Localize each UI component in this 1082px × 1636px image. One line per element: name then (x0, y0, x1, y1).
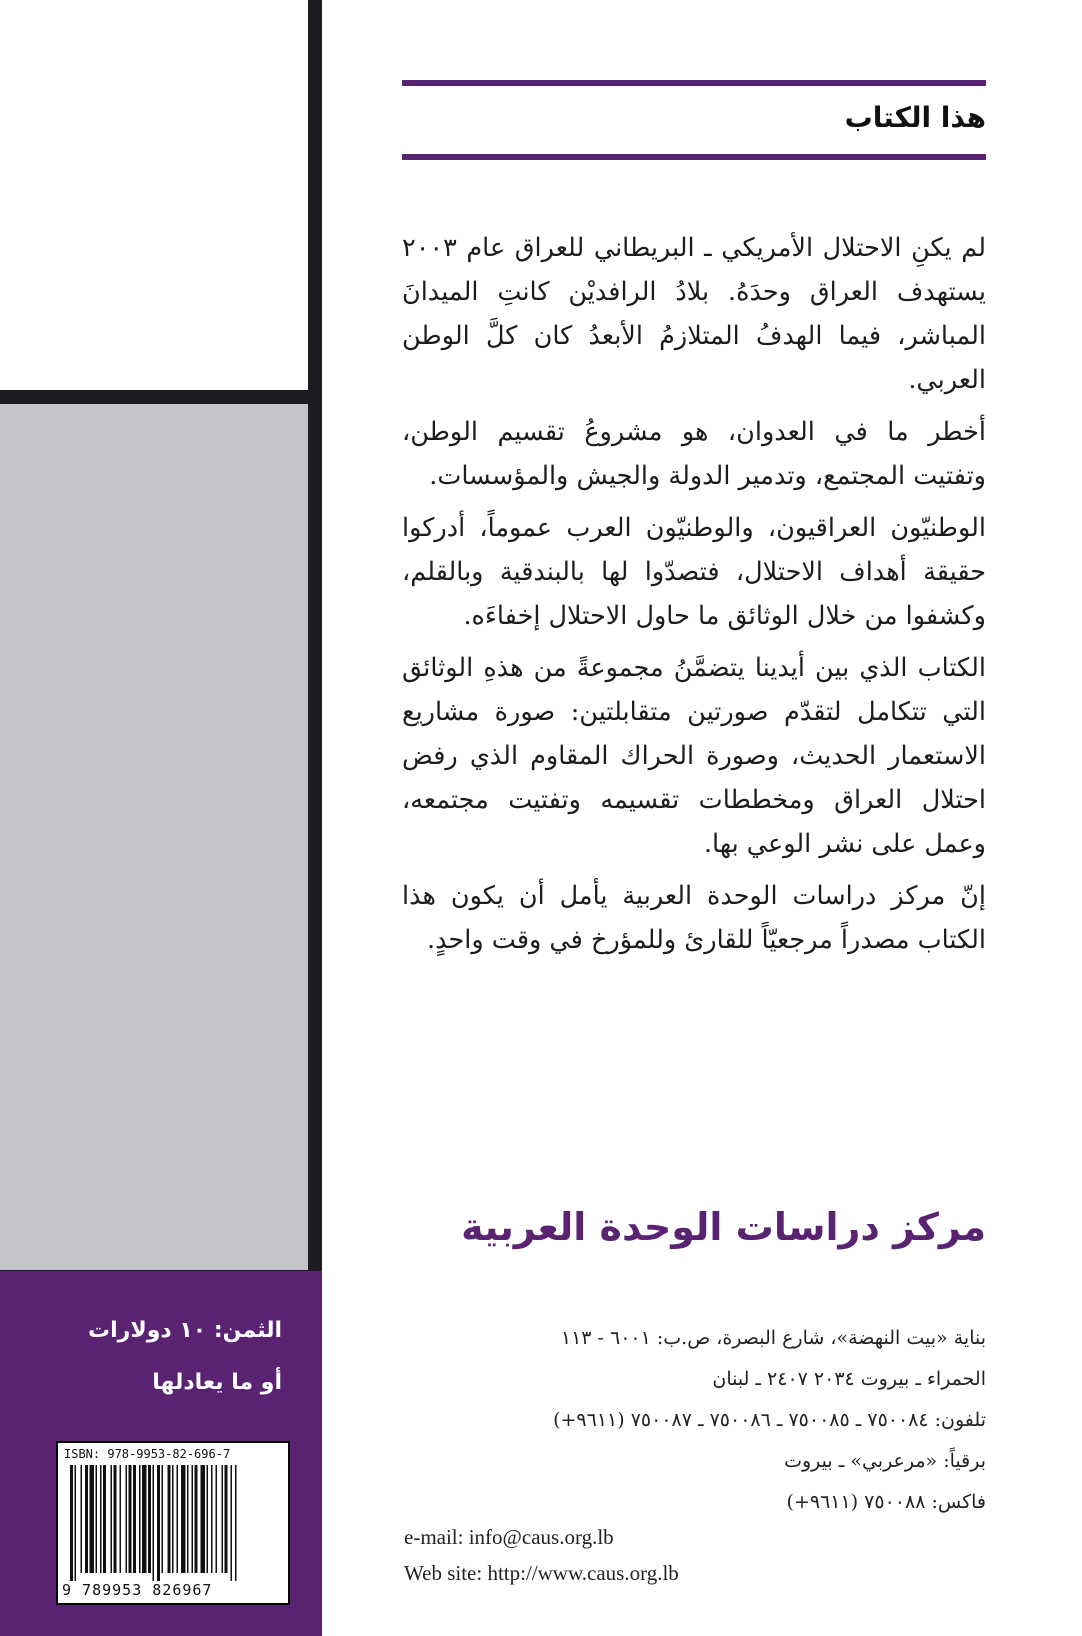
blurb-paragraph: أخطر ما في العدوان، هو مشروعُ تقسيم الوطن، وتفتيت المجتمع، وتدمير الدولة والجيش والمؤسسات. (402, 417, 986, 491)
address-line: الحمراء ـ بيروت ٢٠٣٤ ٢٤٠٧ ـ لبنان (712, 1368, 986, 1390)
isbn-label: ISBN: 978-9953-82-696-7 (64, 1447, 231, 1461)
ean-number: 9 789953 826967 (62, 1581, 213, 1599)
blurb-paragraph: الوطنيّون العراقيون، والوطنيّون العرب عموماً، أدركوا حقيقة أهداف الاحتلال، فتصدّوا لها بالبندقية وبالقلم، وكشفوا من خلال الوثائق ما حاول الاحتلال إخفاءَه. (402, 513, 986, 631)
blurb-paragraph: لم يكنِ الاحتلال الأمريكي ـ البريطاني للعراق عام ٢٠٠٣ يستهدف العراق وحدَهُ. بلادُ الرافديْن كانتِ الميدانَ المباشر، فيما الهدفُ المتلازمُ الأبعدُ كان كلَّ الوطن العربي. (402, 233, 986, 395)
publisher-name: مركز دراسات الوحدة العربية (461, 1205, 986, 1249)
barcode-bars-icon (66, 1465, 284, 1581)
heading-rule-bottom (402, 154, 986, 160)
spine-white-panel (0, 0, 308, 390)
fax-line: فاكس: ٧٥٠٠٨٨ (٩٦١١+) (786, 1491, 986, 1513)
website-line: Web site: http://www.caus.org.lb (404, 1561, 679, 1585)
section-heading: هذا الكتاب (844, 101, 986, 134)
publisher-address (402, 1318, 986, 1523)
contact-info (404, 1519, 964, 1591)
blurb-paragraph: الكتاب الذي بين أيدينا يتضمَّنُ مجموعةً من هذهِ الوثائق التي تتكامل لتقدّم صورتين متقابلتين: صورة مشاريع الاستعمار الحديث، وصورة الحراك المقاوم الذي رفض احتلال العراق ومخططات تقسيمه وتفتيت مجتمعه، وعمل على نشر الوعي بها. (402, 653, 986, 859)
barcode (56, 1441, 290, 1605)
heading-rule-top (402, 80, 986, 86)
phone-line: تلفون: ٧٥٠٠٨٤ ـ ٧٥٠٠٨٥ ـ ٧٥٠٠٨٦ ـ ٧٥٠٠٨٧ (٩٦١١+) (553, 1409, 986, 1431)
blurb-text (402, 226, 986, 970)
spine-gray-panel (0, 404, 308, 1270)
email-line: e-mail: info@caus.org.lb (404, 1525, 614, 1549)
telegram-line: برقياً: «مرعربي» ـ بيروت (784, 1450, 986, 1472)
blurb-paragraph: إنّ مركز دراسات الوحدة العربية يأمل أن يكون هذا الكتاب مصدراً مرجعيّاً للقارئ وللمؤرخ في وقت واحدٍ. (402, 881, 986, 955)
address-line: بناية «بيت النهضة»، شارع البصرة، ص.ب: ٦٠٠١ - ١١٣ (560, 1327, 986, 1349)
price-equivalent-label: أو ما يعادلها (152, 1370, 282, 1395)
price-label: الثمن: ١٠ دولارات (88, 1318, 282, 1343)
price-block (20, 1312, 282, 1402)
